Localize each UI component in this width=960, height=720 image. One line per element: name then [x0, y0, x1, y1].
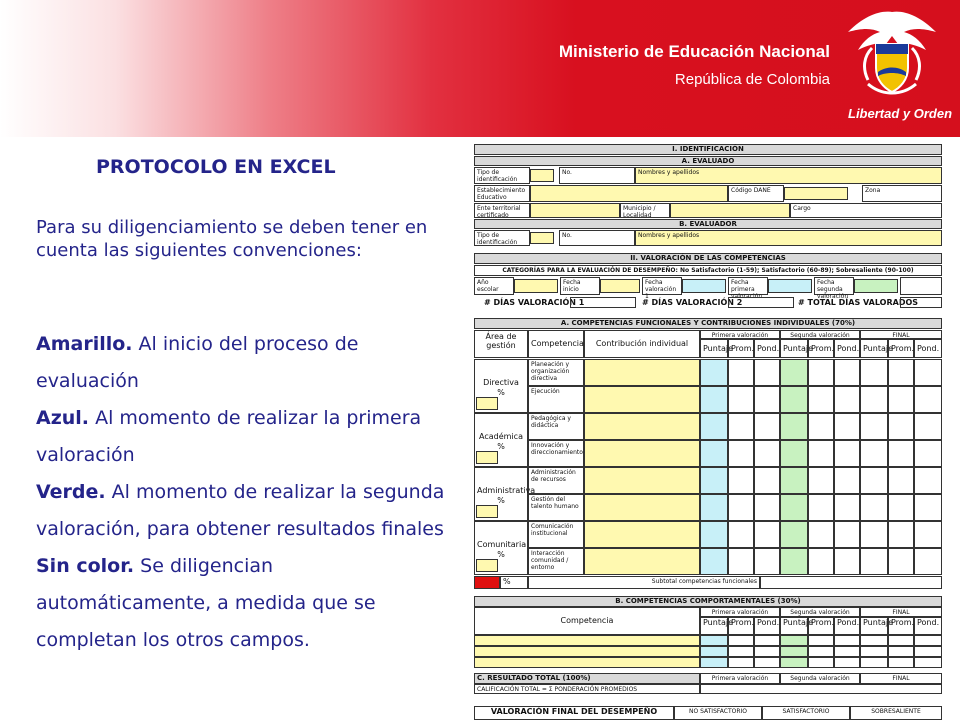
sheet-calificacion: CALIFICACIÓN TOTAL = Σ PONDERACIÓN PROMEDIOS	[474, 684, 700, 694]
sheet-score-cell	[860, 657, 888, 668]
sheet-competencia-cell: Pedagógica y didáctica	[528, 413, 584, 440]
sheet-score-cell[interactable]	[700, 467, 728, 494]
sheet-competencias-comportamentales: B. COMPETENCIAS COMPORTAMENTALES (30%)	[474, 596, 942, 607]
sheet-contribucion-input[interactable]	[584, 386, 700, 413]
sheet-score-cell	[808, 548, 834, 575]
sheet-area-weight-input[interactable]	[476, 397, 498, 410]
sheet-score-cell[interactable]	[700, 635, 728, 646]
sheet-score-cell[interactable]	[780, 657, 808, 668]
sheet-fecha-v2-extra	[900, 277, 942, 295]
sheet-resultado-total: C. RESULTADO TOTAL (100%)	[474, 673, 700, 684]
sheet-fecha-fin: Fecha primera valoración	[728, 277, 768, 295]
sheet-contribucion-input[interactable]	[584, 467, 700, 494]
sheet-contribucion-input[interactable]	[584, 440, 700, 467]
sheet-score-cell	[728, 413, 754, 440]
sheet-area-weight-input[interactable]	[476, 451, 498, 464]
sheet-score-cell[interactable]	[780, 467, 808, 494]
sheet-fecha-inicio-input[interactable]	[600, 279, 640, 293]
convention-nocolor: Sin color. Se diligencian automáticamente, a medida que se completan los otros campos.	[36, 555, 376, 651]
sheet-comportamental-row[interactable]	[474, 657, 700, 668]
sheet-score-cell	[860, 494, 888, 521]
sheet-score-cell	[834, 467, 860, 494]
sheet-categorias: CATEGORÍAS PARA LA EVALUACIÓN DE DESEMPEÑO: No Satisfactorio (1-59); Satisfactorio (60-89); Sobresaliente (90-100)	[474, 265, 942, 276]
sheet-section-identificacion: I. IDENTIFICACIÓN	[474, 144, 942, 155]
sheet-score-cell	[860, 646, 888, 657]
sheet-score-cell	[808, 386, 834, 413]
sheet-score-cell	[728, 494, 754, 521]
sheet-score-cell	[834, 440, 860, 467]
sheet-ente: Ente territorial certificado	[474, 203, 530, 218]
excel-form-preview	[444, 140, 960, 720]
sheet-no-2: No.	[559, 230, 635, 246]
sheet-evaluador-header: B. EVALUADOR	[474, 219, 942, 229]
sheet-puntaje-1: Puntaje	[700, 339, 728, 358]
sheet-area-name: Comunitaria	[477, 540, 527, 549]
sheet-sobresaliente: SOBRESALIENTE	[850, 706, 942, 720]
sheet-contribucion-input[interactable]	[584, 548, 700, 575]
sheet-dias1-value	[570, 297, 636, 308]
sheet-puntaje-3: Puntaje	[860, 339, 888, 358]
sheet-prom-1: Prom.	[728, 339, 754, 358]
sheet-competencia-cell: Administración de recursos	[528, 467, 584, 494]
sheet-score-cell	[860, 359, 888, 386]
sheet-primera-c: Primera valoración	[700, 673, 780, 684]
sheet-municipio-input[interactable]	[670, 203, 790, 218]
sheet-pond-3: Pond.	[914, 339, 942, 358]
sheet-score-cell[interactable]	[700, 657, 728, 668]
sheet-score-cell[interactable]	[780, 386, 808, 413]
sheet-establecimiento: Establecimiento Educativo	[474, 185, 530, 202]
sheet-score-cell	[914, 548, 942, 575]
sheet-competencia-cell: Ejecución	[528, 386, 584, 413]
sheet-codigo-input[interactable]	[784, 187, 848, 200]
motto-text: Libertad y Orden	[848, 106, 953, 121]
sheet-score-cell	[888, 548, 914, 575]
sheet-competencia-cell: Comunicación institucional	[528, 521, 584, 548]
sheet-fecha-inicio: Fecha inicio	[560, 277, 600, 295]
sheet-score-cell	[860, 440, 888, 467]
sheet-score-cell	[888, 657, 914, 668]
sheet-score-cell	[754, 494, 780, 521]
sheet-prom-2: Prom.	[808, 339, 834, 358]
sheet-score-cell	[754, 635, 780, 646]
sheet-evaluado-header: A. EVALUADO	[474, 156, 942, 166]
sheet-fecha-v2: Fecha segunda valoración	[814, 277, 854, 295]
sheet-score-cell	[728, 521, 754, 548]
sheet-area-header: Área de gestión	[474, 330, 528, 358]
sheet-final-header: FINAL	[860, 330, 942, 339]
protocol-title: PROTOCOLO EN EXCEL	[96, 156, 336, 178]
sheet-tipo-id-2: Tipo de identificación	[474, 230, 530, 246]
sheet-competencia-b-header: Competencia	[474, 607, 700, 635]
sheet-comportamental-row[interactable]	[474, 635, 700, 646]
sheet-valoracion-final: VALORACIÓN FINAL DEL DESEMPEÑO	[474, 706, 674, 720]
sheet-score-cell[interactable]	[780, 440, 808, 467]
sheet-score-cell[interactable]	[780, 359, 808, 386]
sheet-puntaje-2: Puntaje	[780, 339, 808, 358]
sheet-area-weight-input[interactable]	[476, 505, 498, 518]
sheet-area-pct: %	[497, 388, 505, 397]
sheet-subtotal-pct: %	[500, 576, 528, 589]
sheet-nombres[interactable]: Nombres y apellidos	[635, 167, 942, 184]
sheet-pond-b3: Pond.	[914, 617, 942, 635]
sheet-score-cell	[914, 521, 942, 548]
sheet-prom-b2: Prom.	[808, 617, 834, 635]
sheet-score-cell	[808, 657, 834, 668]
convention-blue: Azul. Al momento de realizar la primera valoración	[36, 407, 422, 466]
sheet-score-cell	[728, 548, 754, 575]
sheet-subtotal: Subtotal competencias funcionales	[528, 576, 760, 589]
sheet-tipo-id-input-2[interactable]	[530, 232, 554, 244]
sheet-score-cell	[914, 494, 942, 521]
sheet-score-cell	[754, 548, 780, 575]
sheet-score-cell	[728, 635, 754, 646]
sheet-primera-header: Primera valoración	[700, 330, 780, 339]
sheet-pond-1: Pond.	[754, 339, 780, 358]
sheet-score-cell	[728, 646, 754, 657]
sheet-total-dias: # TOTAL DÍAS VALORADOS	[798, 298, 919, 307]
sheet-dias1: # DÍAS VALORACIÓN 1	[484, 298, 585, 307]
sheet-cargo: Cargo	[790, 203, 942, 218]
sheet-score-cell	[834, 657, 860, 668]
sheet-score-cell[interactable]	[700, 386, 728, 413]
republic-subtitle: República de Colombia	[674, 71, 830, 88]
sheet-area-name: Administrativa	[477, 486, 536, 495]
sheet-calificacion-values	[700, 684, 942, 694]
sheet-contribucion-input[interactable]	[584, 494, 700, 521]
sheet-score-cell	[754, 386, 780, 413]
sheet-score-cell	[888, 359, 914, 386]
sheet-score-cell	[888, 440, 914, 467]
sheet-score-cell[interactable]	[700, 521, 728, 548]
sheet-pond-2: Pond.	[834, 339, 860, 358]
sheet-contribucion-input[interactable]	[584, 359, 700, 386]
sheet-score-cell[interactable]	[700, 359, 728, 386]
sheet-satisfactorio: SATISFACTORIO	[762, 706, 850, 720]
sheet-area-weight-input[interactable]	[476, 559, 498, 572]
sheet-no-satisfactorio: NO SATISFACTORIO	[674, 706, 762, 720]
coat-of-arms-icon	[842, 6, 942, 98]
sheet-score-cell	[808, 440, 834, 467]
sheet-score-cell[interactable]	[780, 548, 808, 575]
sheet-score-cell	[860, 521, 888, 548]
sheet-score-cell	[888, 494, 914, 521]
sheet-final-c: FINAL	[860, 673, 942, 684]
sheet-score-cell[interactable]	[780, 635, 808, 646]
sheet-score-cell[interactable]	[700, 646, 728, 657]
sheet-pond-b1: Pond.	[754, 617, 780, 635]
sheet-score-cell	[754, 440, 780, 467]
sheet-score-cell	[754, 521, 780, 548]
sheet-puntaje-b1: Puntaje	[700, 617, 728, 635]
sheet-anio: Año escolar	[474, 277, 514, 295]
sheet-prom-3: Prom.	[888, 339, 914, 358]
sheet-score-cell	[860, 467, 888, 494]
sheet-fecha-fin-input[interactable]	[768, 279, 812, 293]
sheet-score-cell[interactable]	[700, 548, 728, 575]
sheet-score-cell	[914, 646, 942, 657]
sheet-competencia-cell: Planeación y organización directiva	[528, 359, 584, 386]
sheet-section-valoracion: II. VALORACIÓN DE LAS COMPETENCIAS	[474, 253, 942, 264]
sheet-comportamental-row[interactable]	[474, 646, 700, 657]
sheet-score-cell[interactable]	[700, 413, 728, 440]
sheet-score-cell	[914, 467, 942, 494]
sheet-score-cell	[728, 359, 754, 386]
sheet-score-cell	[914, 359, 942, 386]
sheet-prom-b1: Prom.	[728, 617, 754, 635]
sheet-score-cell	[834, 386, 860, 413]
sheet-score-cell	[834, 494, 860, 521]
sheet-codigo-dane: Código DANE	[728, 185, 784, 202]
sheet-score-cell	[808, 635, 834, 646]
sheet-final-b: FINAL	[860, 607, 942, 617]
sheet-score-cell[interactable]	[700, 440, 728, 467]
sheet-score-cell	[860, 386, 888, 413]
conventions-list	[36, 326, 446, 659]
sheet-score-cell	[728, 386, 754, 413]
sheet-nombres-2[interactable]: Nombres y apellidos	[635, 230, 942, 246]
sheet-score-cell	[888, 467, 914, 494]
ministry-title: Ministerio de Educación Nacional	[558, 42, 830, 61]
sheet-score-cell	[888, 521, 914, 548]
sheet-pond-b2: Pond.	[834, 617, 860, 635]
sheet-subtotal-red	[474, 576, 500, 589]
sheet-score-cell	[834, 646, 860, 657]
sheet-score-cell	[754, 657, 780, 668]
sheet-competencia-header: Competencia	[528, 330, 584, 358]
sheet-score-cell	[808, 467, 834, 494]
sheet-dias2-value	[728, 297, 794, 308]
sheet-score-cell	[834, 521, 860, 548]
sheet-score-cell	[914, 440, 942, 467]
sheet-score-cell	[754, 646, 780, 657]
sheet-subtotal-values	[760, 576, 942, 589]
sheet-competencia-cell: Interacción comunidad / entorno	[528, 548, 584, 575]
sheet-segunda-c: Segunda valoración	[780, 673, 860, 684]
sheet-score-cell	[914, 657, 942, 668]
header-banner	[0, 0, 960, 137]
sheet-score-cell	[914, 413, 942, 440]
sheet-ente-input[interactable]	[530, 203, 620, 218]
convention-yellow: Amarillo. Al inicio del proceso de evaluación	[36, 333, 359, 392]
sheet-prom-b3: Prom.	[888, 617, 914, 635]
sheet-area-pct: %	[497, 496, 505, 505]
sheet-zona: Zona	[862, 185, 942, 202]
sheet-score-cell	[888, 635, 914, 646]
sheet-competencias-funcionales: A. COMPETENCIAS FUNCIONALES Y CONTRIBUCIONES INDIVIDUALES (70%)	[474, 318, 942, 329]
sheet-score-cell	[860, 413, 888, 440]
sheet-segunda-b: Segunda valoración	[780, 607, 860, 617]
sheet-competencia-cell: Innovación y direccionamiento	[528, 440, 584, 467]
sheet-anio-input[interactable]	[514, 279, 558, 293]
sheet-score-cell	[888, 646, 914, 657]
sheet-contribucion-input[interactable]	[584, 413, 700, 440]
sheet-score-cell	[754, 359, 780, 386]
sheet-segunda-header: Segunda valoración	[780, 330, 860, 339]
intro-text: Para su diligenciamiento se deben tener en cuenta las siguientes convenciones:	[36, 217, 428, 261]
sheet-score-cell[interactable]	[780, 521, 808, 548]
sheet-score-cell	[808, 521, 834, 548]
sheet-total-dias-value	[900, 297, 942, 308]
sheet-score-cell	[728, 440, 754, 467]
sheet-score-cell	[860, 635, 888, 646]
convention-green: Verde. Al momento de realizar la segunda valoración, para obtener resultados finales	[36, 481, 445, 540]
sheet-score-cell[interactable]	[780, 494, 808, 521]
sheet-score-cell	[728, 657, 754, 668]
sheet-score-cell	[860, 548, 888, 575]
sheet-tipo-id-input[interactable]	[530, 169, 554, 182]
sheet-score-cell	[808, 413, 834, 440]
sheet-score-cell	[808, 359, 834, 386]
sheet-score-cell	[834, 359, 860, 386]
sheet-score-cell	[914, 635, 942, 646]
sheet-score-cell[interactable]	[780, 646, 808, 657]
sheet-score-cell	[834, 413, 860, 440]
sheet-area-name: Académica	[479, 432, 523, 441]
sheet-fecha-v1: Fecha valoración 1	[642, 277, 682, 295]
sheet-area-name: Directiva	[483, 378, 519, 387]
sheet-competencia-cell: Gestión del talento humano	[528, 494, 584, 521]
sheet-no: No.	[559, 167, 635, 184]
sheet-area-pct: %	[497, 442, 505, 451]
sheet-establecimiento-input[interactable]	[530, 185, 728, 202]
sheet-fecha-v1-input[interactable]	[682, 279, 726, 293]
sheet-primera-b: Primera valoración	[700, 607, 780, 617]
sheet-score-cell	[834, 635, 860, 646]
sheet-score-cell[interactable]	[700, 494, 728, 521]
sheet-tipo-id: Tipo de identificación	[474, 167, 530, 184]
sheet-score-cell	[728, 467, 754, 494]
sheet-contribucion-header: Contribución individual	[584, 330, 700, 358]
sheet-area-pct: %	[497, 550, 505, 559]
sheet-puntaje-b2: Puntaje	[780, 617, 808, 635]
sheet-score-cell	[888, 413, 914, 440]
sheet-score-cell	[914, 386, 942, 413]
sheet-score-cell	[808, 646, 834, 657]
sheet-dias2: # DÍAS VALORACIÓN 2	[642, 298, 743, 307]
sheet-fecha-v2-input[interactable]	[854, 279, 898, 293]
sheet-score-cell	[754, 413, 780, 440]
sheet-score-cell[interactable]	[780, 413, 808, 440]
sheet-score-cell	[808, 494, 834, 521]
sheet-municipio: Municipio / Localidad	[620, 203, 670, 218]
sheet-score-cell	[754, 467, 780, 494]
sheet-puntaje-b3: Puntaje	[860, 617, 888, 635]
sheet-contribucion-input[interactable]	[584, 521, 700, 548]
sheet-score-cell	[834, 548, 860, 575]
sheet-score-cell	[888, 386, 914, 413]
